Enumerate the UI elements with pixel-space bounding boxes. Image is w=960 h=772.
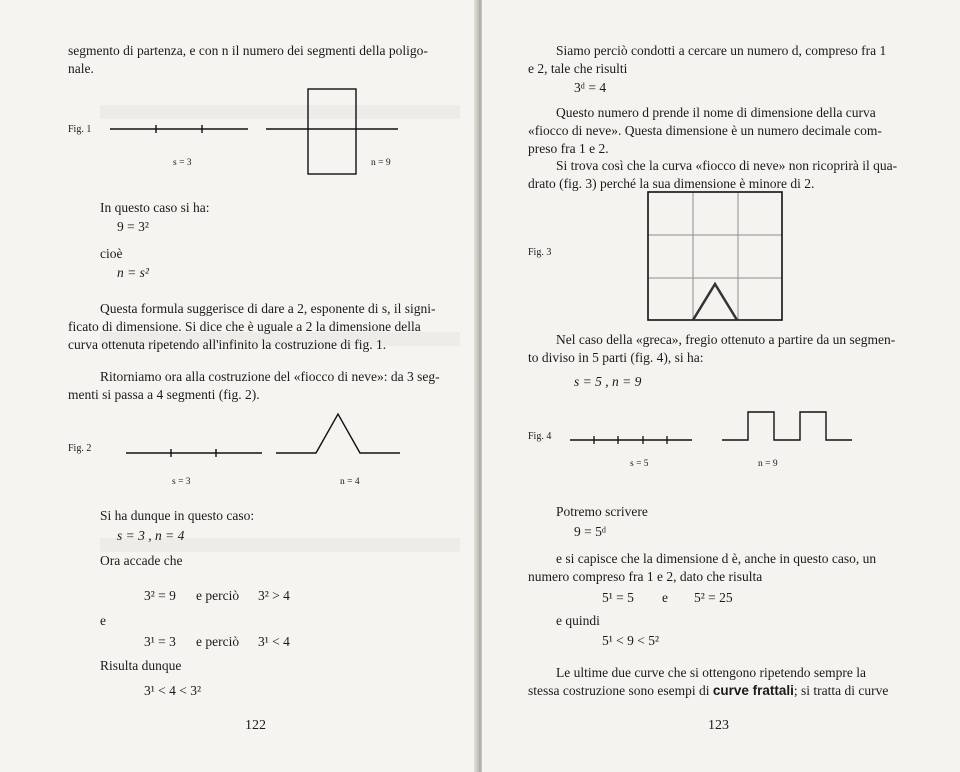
fig3-diagram	[648, 192, 784, 322]
fig4-n-value: n = 9	[758, 459, 778, 469]
text-line: e perciò	[196, 588, 240, 603]
fig1-square-curve	[308, 89, 356, 174]
right-page	[482, 0, 960, 772]
equation: 3² > 4	[258, 588, 290, 603]
text-line: «fiocco di neve». Questa dimensione è un numero decimale com-	[528, 123, 882, 138]
fig2-s-value: s = 3	[172, 477, 191, 487]
fig1-n-value: n = 9	[371, 158, 391, 168]
text-line: Si ha dunque in questo caso:	[100, 508, 255, 523]
equation: 9 = 3²	[117, 219, 149, 234]
page-number: 123	[708, 718, 729, 733]
text-line: numero compreso fra 1 e 2, dato che risulta	[528, 569, 763, 584]
text-line: e si capisce che la dimensione d è, anche in questo caso, un	[556, 551, 877, 566]
equation: s = 3 , n = 4	[117, 528, 185, 543]
equation: 5¹ = 5	[602, 590, 634, 605]
text-line: In questo caso si ha:	[100, 200, 210, 215]
equation: s = 5 , n = 9	[574, 374, 642, 389]
equation: 3¹ < 4	[258, 634, 290, 649]
text-line: curva ottenuta ripetendo all'infinito la costruzione di fig. 1.	[68, 337, 387, 352]
text-line: Le ultime due curve che si ottengono ripetendo sempre la	[556, 665, 867, 680]
text-line: Si trova così che la curva «fiocco di neve» non ricoprirà il qua-	[556, 158, 898, 173]
text-line: Potremo scrivere	[556, 504, 648, 519]
equation: 9 = 5ᵈ	[574, 524, 607, 539]
equation: 5¹ < 9 < 5²	[602, 633, 660, 648]
fig4-diagram	[570, 408, 870, 448]
fig2-diagram	[126, 408, 426, 468]
text-fragment: stessa costruzione sono esempi di	[528, 683, 710, 698]
fig4-s-value: s = 5	[630, 459, 649, 469]
text-line: menti si passa a 4 segmenti (fig. 2).	[68, 387, 260, 402]
text-line: ficato di dimensione. Si dice che è uguale a 2 la dimensione della	[68, 319, 421, 334]
fig3-koch-step	[693, 284, 737, 320]
text-line: drato (fig. 3) perché la sua dimensione è minore di 2.	[528, 176, 815, 191]
fig1-label: Fig. 1	[68, 124, 92, 135]
text-line: segmento di partenza, e con n il numero dei segmenti della poligo-	[68, 43, 428, 58]
text-line: e	[100, 613, 106, 628]
fig1-diagram	[110, 84, 410, 184]
text-line: Ritorniamo ora alla costruzione del «fiocco di neve»: da 3 seg-	[100, 369, 440, 384]
fig3-square	[648, 192, 782, 320]
text-line: e 2, tale che risulti	[528, 61, 628, 76]
text-line: to diviso in 5 parti (fig. 4), si ha:	[528, 350, 704, 365]
fig4-greca	[722, 412, 852, 440]
text-line: Nel caso della «greca», fregio ottenuto a partire da un segmen-	[556, 332, 896, 347]
text-fragment: ; si tratta di curve	[793, 683, 889, 698]
fig2-label: Fig. 2	[68, 443, 92, 454]
text-line: preso fra 1 e 2.	[528, 141, 609, 156]
equation: 3¹ = 3	[144, 634, 176, 649]
text-line: nale.	[68, 61, 94, 76]
text-line: e	[662, 590, 668, 605]
left-page	[0, 0, 478, 772]
equation: 5² = 25	[694, 590, 733, 605]
page-number: 122	[245, 718, 266, 733]
fig1-s-value: s = 3	[173, 158, 192, 168]
text-line: cioè	[100, 246, 123, 261]
equation: 3ᵈ = 4	[574, 80, 607, 95]
term-highlight: curve frattali	[712, 683, 794, 698]
equation: 3² = 9	[144, 588, 176, 603]
equation: n = s²	[117, 265, 149, 280]
fig3-label: Fig. 3	[528, 247, 552, 258]
equation: 3¹ < 4 < 3²	[144, 683, 202, 698]
text-line: Questa formula suggerisce di dare a 2, esponente di s, il signi-	[100, 301, 436, 316]
text-line: Ora accade che	[100, 553, 183, 568]
text-line: Risulta dunque	[100, 658, 182, 673]
text-line: Questo numero d prende il nome di dimensione della curva	[556, 105, 876, 120]
text-line: Siamo perciò condotti a cercare un numero d, compreso fra 1	[556, 43, 887, 58]
fig2-koch-step	[276, 414, 400, 453]
fig2-n-value: n = 4	[340, 477, 360, 487]
text-line	[528, 682, 888, 700]
text-line: e quindi	[556, 613, 600, 628]
text-line: e perciò	[196, 634, 240, 649]
fig4-label: Fig. 4	[528, 431, 552, 442]
